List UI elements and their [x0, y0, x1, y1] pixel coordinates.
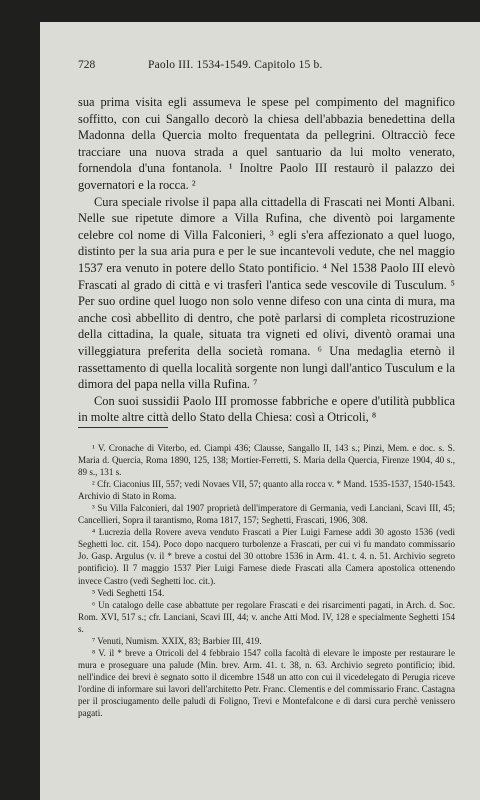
running-title: Paolo III. 1534-1549. Capitolo 15 b. [148, 59, 323, 71]
paragraph: sua prima visita egli assumeva le spese pel compimento del magnifico soffitto, con cui Sangallo decorò la chiesa dell'abbazia benedettina della Madonna della Quercia molto frequentata da pellegrini. Oltracciò fece tracciare una nuova strada a quel santuario da lui molto venerato, fornendola d'una fontanola. ¹ Inoltre Paolo III restaurò il palazzo dei governatori e la rocca. ² [78, 95, 455, 192]
footnote: ¹ V. Cronache di Viterbo, ed. Ciampi 436; Clausse, Sangallo II, 143 s.; Pinzi, Mem. e doc. s. S. Maria d. Quercia, Roma 1890, 125, 138; Mortier-Ferretti, S. Maria della Quercia, Firenze 1904, 40 s., 89 s., 131 s. [78, 443, 455, 478]
page-number: 728 [78, 59, 96, 71]
paragraph: Cura speciale rivolse il papa alla cittadella di Frascati nei Monti Albani. Nelle sue ripetute dimore a Villa Rufina, che diventò poi largamente celebre col nome di Villa Falconieri, ³ egli s'era affezionato a quel luogo, distinto per la sua aria pura e per le sue incantevoli vedute, che nel maggio 1537 era venuto in potere dello Stato pontificio. ⁴ Nel 1538 Paolo III elevò Frascati al grado di città e vi trasferì l'antica sede vescovile di Tusculum. ⁵ Per suo ordine quel luogo non solo venne difeso con una cinta di mura, ma anche così abbellito di dentro, che potè parlarsi di completa ricostruzione della cittadina, la quale, situata tra vigneti ed olivi, diventò oramai una villeggiatura preferita della società romana. ⁶ Una medaglia eternò il rassettamento di quella località sorgente non lungi dall'antico Tusculum e la dimora del papa nella villa Rufina. ⁷ [78, 194, 455, 392]
footnote: ⁸ V. il * breve a Otricoli del 4 febbraio 1547 colla facoltà di elevare le imposte per restaurare le mura e proseguare una palude (Min. brev. Arm. 41. t. 38, n. 63. Archivio segreto pontificio; ibid. nell'indice dei brevi è segnato sotto il dicembre 1548 un atto con cui il vicedelegato di Perugia riceve l'ordine di informare sui lavori dell'architetto Petr. Franc. Clementis e del commissario Franc. Castagna per il prosciugamento delle paludi di Foligno, Trevi e Montefalcone e di darsi cura perchè venissero pagati. [78, 647, 455, 719]
footnote: ² Cfr. Ciaconius III, 557; vedi Novaes VII, 57; quanto alla rocca v. * Mand. 1535-1537, 1540-1543. Archivio di Stato in Roma. [78, 479, 455, 502]
footnote: ⁶ Un catalogo delle case abbattute per regolare Frascati e dei risarcimenti pagati, in Arch. d. Soc. Rom. XVI, 517 s.; cfr. Lanciani, Scavi III, 44; v. anche Atti Mod. IV, 128 e specialmente Seghetti 154 s. [78, 599, 455, 634]
footnote-divider [78, 427, 168, 428]
book-page [40, 22, 480, 800]
footnote: ³ Su Villa Falconieri, dal 1907 proprietà dell'imperatore di Germania, vedi Lanciani, Scavi III, 45; Cancellieri, Sopra il tarantismo, Roma 1817, 157; Seghetti, Frascati, 1906, 308. [78, 503, 455, 526]
main-text [78, 94, 455, 426]
footnote: ⁴ Lucrezia della Rovere aveva venduto Frascati a Pier Luigi Farnese addì 30 agosto 1536 (vedi Seghetti loc. cit. 154). Poco dopo nacquero turbolenze a Frascati, per cui vi fu mandato commissario Jo. Gasp. Argulus (v. il * breve a costui del 30 ottobre 1536 in Arm. 41. t. 4. n. 51. Archivio segreto pontificio). Il 7 maggio 1537 Pier Luigi Farnese diede Frascati alla Camera apostolica ottenendo invece Castro (vedi Seghetti loc. cit.). [78, 527, 455, 586]
footnote: ⁵ Vedi Seghetti 154. [92, 587, 165, 598]
paragraph: Con suoi sussidii Paolo III promosse fabbriche e opere d'utilità pubblica in molte altre città dello Stato della Chiesa: così a Otricoli, ⁸ [78, 393, 455, 425]
footnote: ⁷ Venuti, Numism. XXIX, 83; Barbier III, 419. [92, 635, 262, 646]
footnotes [78, 442, 455, 719]
